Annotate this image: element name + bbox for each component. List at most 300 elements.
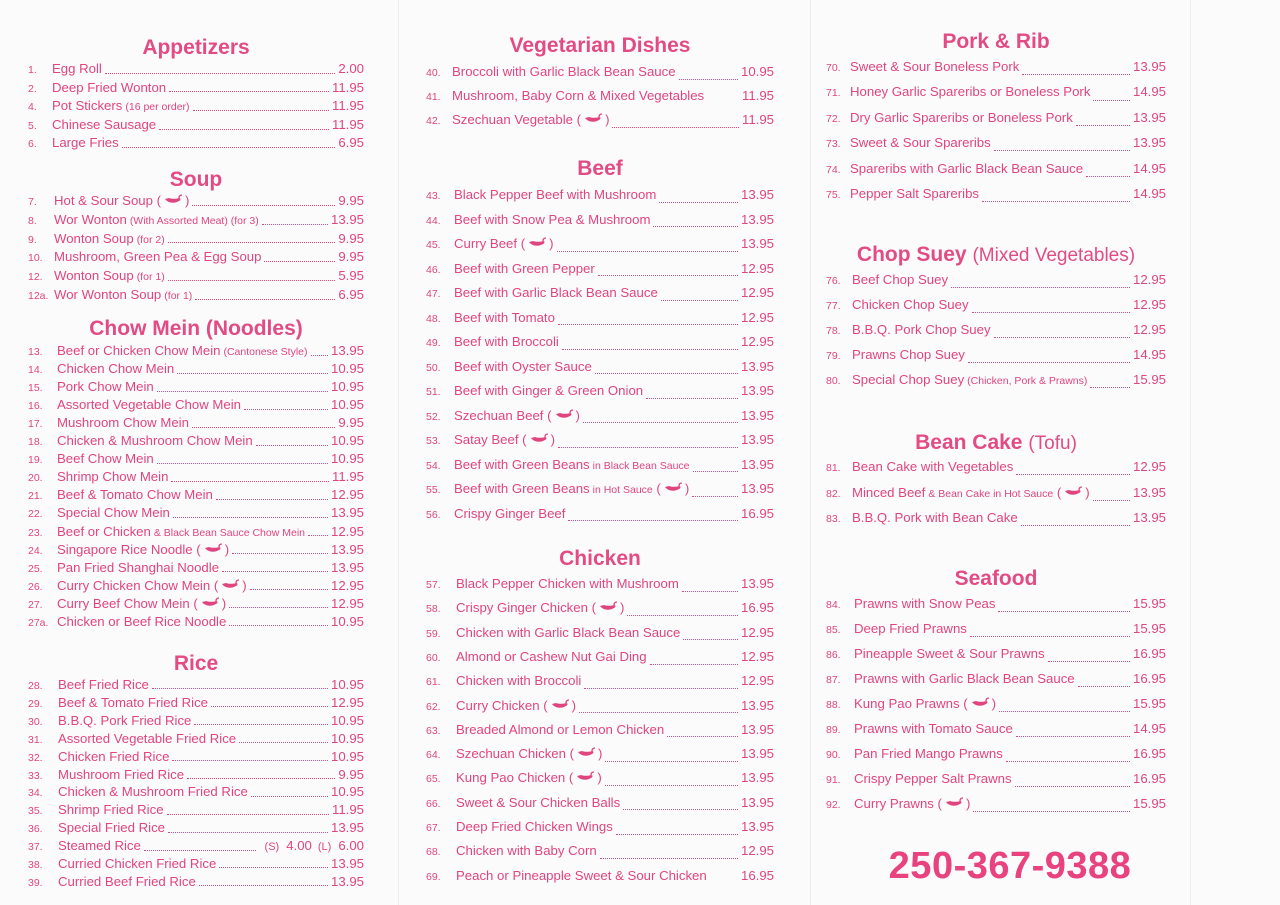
item-name: B.B.Q. Pork Fried Rice <box>58 712 192 728</box>
item-number: 65. <box>426 773 441 786</box>
dot-leader <box>1022 74 1130 75</box>
chili-pepper-icon <box>554 409 574 420</box>
dot-leader <box>646 398 738 399</box>
item-number: 40. <box>426 67 441 79</box>
menu-item <box>28 469 364 487</box>
section-title <box>28 35 364 61</box>
section-title <box>426 546 774 572</box>
item-number: 17. <box>28 418 43 431</box>
dot-leader <box>192 427 335 428</box>
item-number: 68. <box>426 846 441 859</box>
item-name: Prawns Chop Suey <box>852 347 965 362</box>
dot-leader <box>584 688 738 689</box>
dot-leader <box>194 724 328 725</box>
item-price: 10.95 <box>740 64 774 79</box>
menu-item <box>28 695 364 713</box>
dot-leader <box>239 742 328 743</box>
item-price: 13.95 <box>740 794 774 810</box>
dot-leader <box>692 496 738 497</box>
chili-pepper-icon <box>598 601 618 612</box>
dot-leader <box>216 499 328 500</box>
menu-item <box>28 713 364 731</box>
item-number: 83. <box>826 513 841 525</box>
menu-item <box>826 59 1166 84</box>
item-price: 10.95 <box>330 784 364 800</box>
menu-item <box>826 84 1166 109</box>
item-name: Prawns with Garlic Black Bean Sauce <box>854 671 1075 686</box>
page-fold-1 <box>398 0 399 905</box>
chili-pepper-icon <box>970 697 990 708</box>
item-price: 13.95 <box>330 541 364 557</box>
menu-item <box>826 110 1166 135</box>
item-price: 12.95 <box>740 285 774 300</box>
item-number: 1. <box>28 64 37 76</box>
item-name: Bean Cake with Vegetables <box>852 459 1014 474</box>
item-name: Curry Chicken <box>456 697 540 713</box>
item-note: (With Assorted Meat) (for 3) <box>129 214 259 227</box>
chili-pepper-icon <box>583 113 603 124</box>
menu-item <box>28 379 364 397</box>
dot-leader <box>600 858 738 859</box>
item-number: 86. <box>826 649 841 661</box>
item-note: (for 1) <box>136 271 165 284</box>
item-price: 13.95 <box>740 456 774 472</box>
dot-leader <box>1090 387 1130 388</box>
item-name: Curry Prawns <box>854 796 934 811</box>
menu-item: 45. Curry Beef ( ) 13.95 <box>426 236 774 251</box>
section-title-text: Chop Suey <box>856 243 967 266</box>
menu-item: 65. Kung Pao Chicken ( ) 13.95 <box>426 770 774 786</box>
item-number: 7. <box>28 196 37 208</box>
item-name: Special Fried Rice <box>58 820 166 836</box>
item-number: 41. <box>426 91 441 103</box>
dot-leader <box>1078 686 1130 687</box>
item-price: 6.95 <box>338 287 364 302</box>
item-price: 14.95 <box>1132 347 1166 362</box>
item-number: 81. <box>826 462 841 474</box>
menu-item <box>28 117 364 136</box>
item-price: 5.95 <box>338 268 364 284</box>
dot-leader <box>229 607 328 608</box>
item-name: Beef Fried Rice <box>58 677 149 692</box>
menu-item <box>426 88 774 112</box>
dot-leader <box>159 129 329 130</box>
menu-item <box>28 614 364 632</box>
section-subtitle: (Mixed Vegetables) <box>972 245 1136 266</box>
dot-leader <box>998 611 1130 612</box>
chili-pepper-icon <box>527 237 547 248</box>
item-note: (for 1) <box>164 290 193 302</box>
item-name: Beef with Green Beans <box>454 481 590 496</box>
menu-item <box>426 457 774 482</box>
item-name: Large Fries <box>52 135 119 151</box>
chili-pepper-icon <box>575 771 595 782</box>
item-number: 15. <box>28 382 43 395</box>
dot-leader <box>562 349 738 350</box>
dot-leader <box>256 445 328 446</box>
dot-leader <box>311 355 328 356</box>
dot-leader <box>579 712 738 713</box>
item-name: Szechuan Vegetable <box>452 112 573 127</box>
section-title-text: Pork & Rib <box>942 30 1050 53</box>
item-name: Black Pepper Beef with Mushroom <box>454 187 657 202</box>
chili-pepper-icon <box>529 433 549 444</box>
chili-pepper-icon <box>576 747 596 758</box>
item-name: Beef with Green Beans <box>454 456 590 472</box>
item-price: 15.95 <box>1132 696 1166 711</box>
chili-pepper-icon <box>663 482 683 493</box>
item-price: 10.95 <box>330 433 364 449</box>
item-name: Beef Chop Suey <box>852 272 949 287</box>
item-number: 30. <box>28 715 43 728</box>
menu-item <box>28 249 364 268</box>
menu-item <box>426 212 774 237</box>
item-name: Mushroom Fried Rice <box>58 766 185 782</box>
item-price: 13.95 <box>740 187 774 202</box>
item-price: 15.95 <box>1132 621 1166 636</box>
dot-leader <box>193 110 329 111</box>
size-label: (L) <box>317 841 332 854</box>
item-price: 13.95 <box>330 856 364 871</box>
item-name: Broccoli with Garlic Black Bean Sauce <box>452 64 676 79</box>
menu-item <box>28 397 364 415</box>
item-price: 16.95 <box>740 600 774 616</box>
chili-pepper-icon <box>220 579 240 590</box>
dot-leader <box>1016 736 1130 737</box>
item-price: 13.95 <box>740 481 774 496</box>
dot-leader <box>659 202 738 203</box>
item-number: 64. <box>426 749 441 762</box>
item-name: Beef with Garlic Black Bean Sauce <box>454 285 658 300</box>
item-price: 13.95 <box>1132 135 1166 151</box>
section-title <box>826 566 1166 592</box>
item-number: 80. <box>826 375 841 387</box>
item-number: 2. <box>28 82 37 95</box>
item-price: 12.95 <box>740 309 774 325</box>
item-name: Chicken & Mushroom Fried Rice <box>58 784 248 800</box>
item-number: 60. <box>426 651 441 664</box>
dot-leader <box>187 778 335 779</box>
item-price: 15.95 <box>1132 796 1166 811</box>
item-number: 62. <box>426 700 441 713</box>
item-number: 25. <box>28 562 43 575</box>
menu-item <box>28 767 364 785</box>
item-name: Beef & Tomato Chow Mein <box>57 487 213 503</box>
chili-pepper-icon <box>163 194 183 205</box>
item-name: Beef with Oyster Sauce <box>454 358 592 374</box>
item-name: Minced Beef <box>852 484 926 500</box>
item-number: 61. <box>426 676 441 689</box>
item-price: 11.95 <box>741 112 774 127</box>
dot-leader <box>211 706 328 707</box>
item-number: 39. <box>28 876 43 889</box>
item-number: 33. <box>28 769 43 782</box>
section-title <box>426 156 774 182</box>
dot-leader <box>1076 125 1130 126</box>
menu-item <box>426 383 774 408</box>
menu-item <box>28 212 364 231</box>
item-price: 11.95 <box>331 79 364 95</box>
item-name: Chicken Fried Rice <box>58 748 170 764</box>
item-price: 10.95 <box>330 379 364 395</box>
menu-item: 88. Kung Pao Prawns ( ) 15.95 <box>826 696 1166 711</box>
item-number: 37. <box>28 841 43 854</box>
dot-leader <box>1093 500 1130 501</box>
item-name: Szechuan Chicken <box>456 746 566 762</box>
item-name: Deep Fried Chicken Wings <box>456 819 613 834</box>
menu-item: 55. Beef with Green Beans in Hot Sauce ( ) 13.95 <box>426 481 774 496</box>
item-price: 10.95 <box>330 451 364 467</box>
dot-leader <box>195 299 335 300</box>
menu-item <box>28 838 364 856</box>
item-price: 9.95 <box>338 193 364 208</box>
dot-leader <box>219 867 328 868</box>
menu-item: 42. Szechuan Vegetable ( ) 11.95 <box>426 112 774 127</box>
item-name: Pan Fried Mango Prawns <box>854 746 1003 761</box>
menu-item <box>426 285 774 310</box>
item-price: 12.95 <box>740 334 774 349</box>
menu-item <box>826 621 1166 646</box>
item-price: 11.95 <box>741 88 774 103</box>
item-name: Beef Chow Mein <box>57 451 154 467</box>
item-number: 42. <box>426 115 441 127</box>
item-number: 21. <box>28 490 43 503</box>
chili-pepper-icon <box>203 543 223 554</box>
menu-item <box>28 820 364 838</box>
item-name: Special Chop Suey <box>852 372 965 387</box>
item-price: 12.95 <box>740 624 774 640</box>
item-name: Crispy Pepper Salt Prawns <box>854 771 1012 786</box>
item-price: 13.95 <box>330 559 364 575</box>
item-name: Chinese Sausage <box>52 116 157 132</box>
item-number: 34. <box>28 787 43 800</box>
menu-item: 24. Singapore Rice Noodle ( ) 13.95 <box>28 541 364 557</box>
item-number: 9. <box>28 233 37 246</box>
menu-item: 7. Hot & Sour Soup ( ) 9.95 <box>28 193 364 208</box>
item-name: Mushroom, Baby Corn & Mixed Vegetables <box>452 88 705 103</box>
dot-leader <box>262 224 328 225</box>
item-name: Crispy Ginger Chicken <box>456 600 588 616</box>
item-name: Deep Fried Wonton <box>52 79 167 95</box>
item-price: 13.95 <box>740 770 774 786</box>
item-name: Curry Beef Chow Mein <box>57 595 190 611</box>
item-price: 13.95 <box>1132 109 1166 125</box>
item-price: 4.00 <box>286 838 312 854</box>
item-name: Wor Wonton <box>54 211 127 227</box>
menu-item: 62. Curry Chicken ( ) 13.95 <box>426 697 774 713</box>
section-title-text: Chow Mein (Noodles) <box>89 317 303 340</box>
item-price: 10.95 <box>330 748 364 764</box>
dot-leader <box>650 664 738 665</box>
dot-leader <box>264 261 335 262</box>
dot-leader <box>1048 661 1130 662</box>
item-price: 12.95 <box>1132 272 1166 287</box>
item-price: 14.95 <box>1132 160 1166 176</box>
item-note: in Hot Sauce <box>592 484 653 496</box>
item-number: 27a. <box>28 616 49 629</box>
dot-leader <box>683 639 738 640</box>
item-price: 9.95 <box>338 230 364 246</box>
chili-pepper-icon <box>200 597 220 608</box>
menu-item <box>826 297 1166 322</box>
dot-leader <box>598 275 738 276</box>
menu-item <box>426 334 774 359</box>
item-price: 11.95 <box>331 802 364 818</box>
menu-item <box>426 261 774 286</box>
dot-leader <box>1016 474 1130 475</box>
section-title <box>28 316 364 342</box>
menu-item <box>28 415 364 433</box>
dot-leader <box>199 885 328 886</box>
item-number: 46. <box>426 263 441 276</box>
item-price: 11.95 <box>331 469 364 485</box>
item-name: Kung Pao Chicken <box>456 770 566 786</box>
item-name: Pepper Salt Spareribs <box>850 186 980 201</box>
item-price: 13.95 <box>330 211 364 227</box>
dot-leader <box>157 391 328 392</box>
item-name: Curried Chicken Fried Rice <box>58 856 217 871</box>
item-price: 9.95 <box>338 415 364 431</box>
item-number: 14. <box>28 364 43 377</box>
item-price: 10.95 <box>330 397 364 413</box>
item-number: 23. <box>28 526 43 539</box>
menu-item: 26. Curry Chicken Chow Mein ( ) 12.95 <box>28 577 364 593</box>
item-price: 13.95 <box>330 343 364 358</box>
item-name: Beef or Chicken <box>57 523 151 539</box>
menu-item <box>28 268 364 287</box>
menu-item <box>826 186 1166 211</box>
item-price: 2.00 <box>338 61 364 76</box>
menu-item <box>826 746 1166 771</box>
dot-leader <box>605 785 738 786</box>
menu-item <box>28 451 364 469</box>
page-fold-2 <box>810 0 811 905</box>
item-name: Pot Stickers <box>52 98 123 114</box>
item-number: 78. <box>826 325 841 337</box>
menu-item <box>426 649 774 673</box>
dot-leader <box>951 287 1130 288</box>
item-price: 13.95 <box>1132 510 1166 525</box>
item-number: 63. <box>426 724 441 737</box>
dot-leader <box>661 300 738 301</box>
item-name: B.B.Q. Pork with Bean Cake <box>852 510 1018 525</box>
item-price: 15.95 <box>1132 372 1166 387</box>
item-price: 6.00 <box>338 838 364 854</box>
item-name: Satay Beef <box>454 432 519 447</box>
item-number: 36. <box>28 823 43 836</box>
section-title <box>28 167 364 193</box>
section-title <box>826 29 1166 55</box>
dot-leader <box>999 711 1130 712</box>
section-title-text: Rice <box>173 652 219 675</box>
item-number: 75. <box>826 189 841 201</box>
item-price: 12.95 <box>740 260 774 276</box>
section-title-text: Appetizers <box>142 36 250 59</box>
dot-leader <box>557 251 738 252</box>
dot-leader <box>144 850 256 851</box>
item-name: Curried Beef Fried Rice <box>58 873 196 889</box>
menu-item <box>28 749 364 767</box>
item-number: 70. <box>826 62 841 74</box>
menu-item <box>826 771 1166 796</box>
item-price: 16.95 <box>1132 671 1166 686</box>
section-title-text: Seafood <box>954 567 1038 590</box>
menu-item <box>426 795 774 819</box>
item-name: Mushroom, Green Pea & Egg Soup <box>54 249 262 265</box>
item-price: 16.95 <box>1132 746 1166 761</box>
item-price: 13.95 <box>740 576 774 591</box>
item-name: Beef with Green Pepper <box>454 260 595 276</box>
item-name: Chicken Chop Suey <box>852 297 969 312</box>
item-number: 77. <box>826 300 841 312</box>
dot-leader <box>308 535 328 536</box>
item-name: Prawns with Snow Peas <box>854 596 996 611</box>
item-price: 12.95 <box>740 843 774 859</box>
item-name: Prawns with Tomato Sauce <box>854 721 1013 736</box>
item-price: 9.95 <box>338 249 364 265</box>
menu-item <box>28 433 364 451</box>
dot-leader <box>1093 100 1130 101</box>
menu-item <box>426 310 774 335</box>
item-number: 73. <box>826 138 841 151</box>
menu-item: 64. Szechuan Chicken ( ) 13.95 <box>426 746 774 762</box>
chili-pepper-icon <box>944 797 964 808</box>
item-price: 13.95 <box>740 746 774 762</box>
item-name: Special Chow Mein <box>57 505 170 521</box>
item-number: 59. <box>426 627 441 640</box>
item-name: Honey Garlic Spareribs or Boneless Pork <box>850 84 1091 100</box>
section-title <box>826 430 1166 456</box>
dot-leader <box>167 814 329 815</box>
item-name: Sweet & Sour Chicken Balls <box>456 794 621 810</box>
item-number: 88. <box>826 699 841 711</box>
item-number: 67. <box>426 822 441 834</box>
item-number: 85. <box>826 624 841 636</box>
dot-leader <box>612 127 739 128</box>
item-name: Curry Chicken Chow Mein <box>57 577 211 593</box>
dot-leader <box>583 422 738 423</box>
item-number: 8. <box>28 214 37 227</box>
menu-item <box>426 843 774 867</box>
section-title <box>826 242 1166 268</box>
item-name: Assorted Vegetable Chow Mein <box>57 397 241 413</box>
item-name: Chicken Chow Mein <box>57 361 175 377</box>
item-number: 50. <box>426 361 441 374</box>
item-number: 69. <box>426 870 441 883</box>
item-name: Chicken & Mushroom Chow Mein <box>57 433 253 449</box>
item-number: 57. <box>426 579 441 591</box>
item-number: 10. <box>28 252 43 265</box>
item-price: 12.95 <box>740 648 774 664</box>
item-price: 12.95 <box>1132 459 1166 474</box>
menu-item <box>826 161 1166 186</box>
menu-item: 82. Minced Beef & Bean Cake in Hot Sauce ( ) 13.95 <box>826 484 1166 500</box>
dot-leader <box>171 481 329 482</box>
phone-number: 250-367-9388 <box>888 845 1132 887</box>
item-price: 11.95 <box>331 116 364 132</box>
dot-leader <box>568 520 738 521</box>
item-note: & Black Bean Sauce Chow Mein <box>153 526 305 539</box>
item-number: 45. <box>426 239 441 251</box>
item-name: Kung Pao Prawns <box>854 696 960 711</box>
menu-item <box>826 510 1166 536</box>
item-price: 13.95 <box>740 358 774 374</box>
item-price: 13.95 <box>740 721 774 737</box>
dot-leader <box>177 373 328 374</box>
item-name: Sweet & Sour Boneless Pork <box>850 59 1020 74</box>
item-number: 22. <box>28 508 43 521</box>
item-price: 6.95 <box>338 135 364 151</box>
